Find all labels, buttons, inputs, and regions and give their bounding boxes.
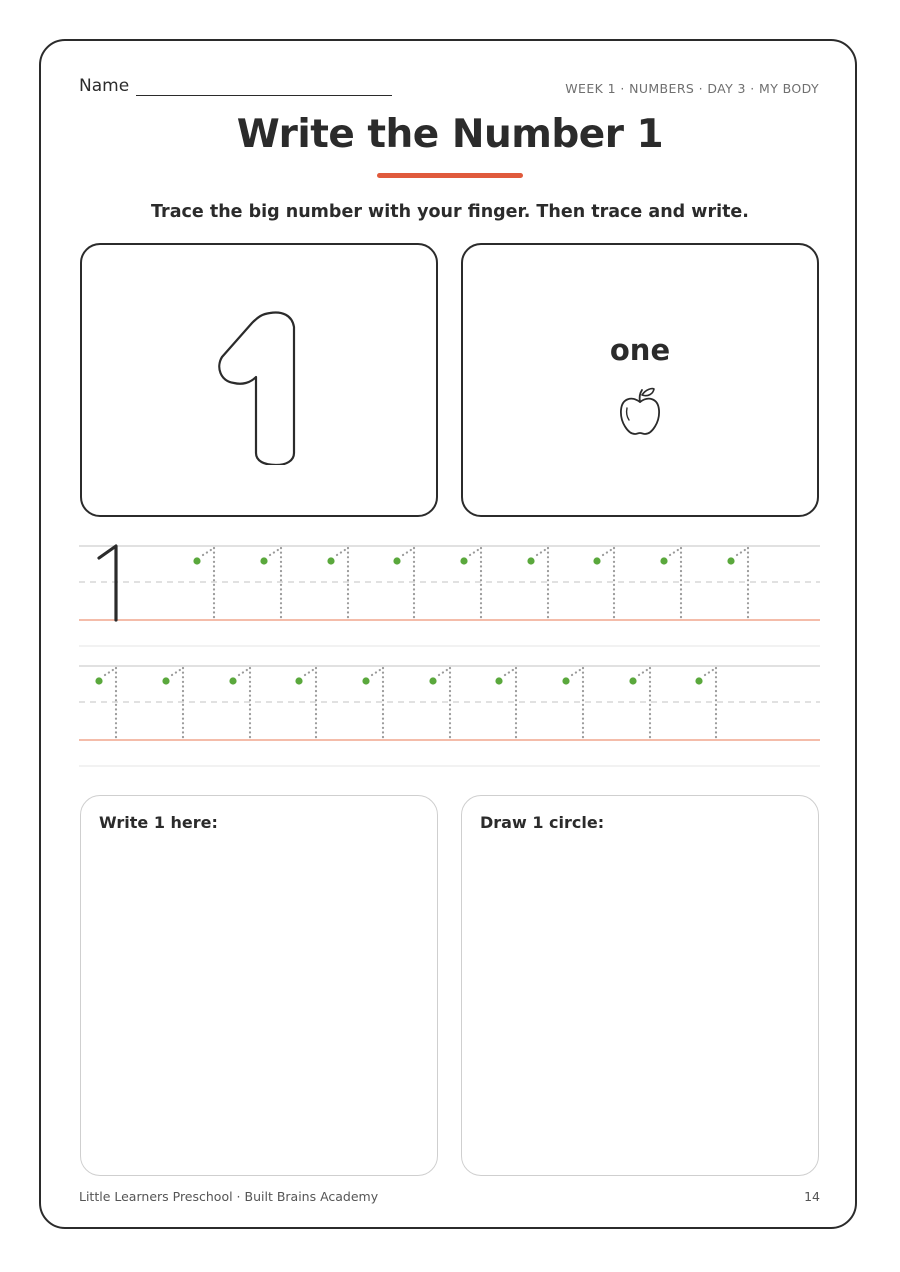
number-card (80, 243, 438, 517)
trace-one (562, 668, 583, 738)
trace-one (162, 668, 183, 738)
page-number: 14 (804, 1189, 820, 1204)
apple-icon (618, 386, 662, 438)
name-label: Name (79, 76, 130, 96)
draw-label: Draw 1 circle: (480, 813, 605, 832)
instruction-text: Trace the big number with your finger. Then trace and write. (151, 202, 749, 222)
number-word: one (609, 333, 671, 367)
page-title: Write the Number 1 (236, 112, 664, 157)
trace-one (660, 548, 681, 618)
tracing-rows (79, 540, 821, 770)
trace-one (695, 668, 716, 738)
trace-one (393, 548, 414, 618)
trace-one (460, 548, 481, 618)
trace-one (327, 548, 348, 618)
trace-one (527, 548, 548, 618)
draw-practice-area[interactable] (461, 795, 819, 1176)
title-underline (377, 173, 523, 178)
footer-publisher: Little Learners Preschool · Built Brains Academy (79, 1189, 379, 1204)
trace-one (260, 548, 281, 618)
name-field[interactable] (136, 95, 392, 96)
week-info: WEEK 1 · NUMBERS · DAY 3 · MY BODY (565, 81, 819, 96)
write-practice-area[interactable] (80, 795, 438, 1176)
trace-one (95, 668, 116, 738)
trace-one (362, 668, 383, 738)
trace-one (593, 548, 614, 618)
trace-one (629, 668, 650, 738)
model-number-one (99, 546, 116, 620)
trace-one (229, 668, 250, 738)
trace-one (193, 548, 214, 618)
outline-number-one (214, 305, 304, 465)
trace-one (295, 668, 316, 738)
trace-one (495, 668, 516, 738)
write-label: Write 1 here: (99, 813, 218, 832)
trace-one (429, 668, 450, 738)
word-card (461, 243, 819, 517)
trace-one (727, 548, 748, 618)
